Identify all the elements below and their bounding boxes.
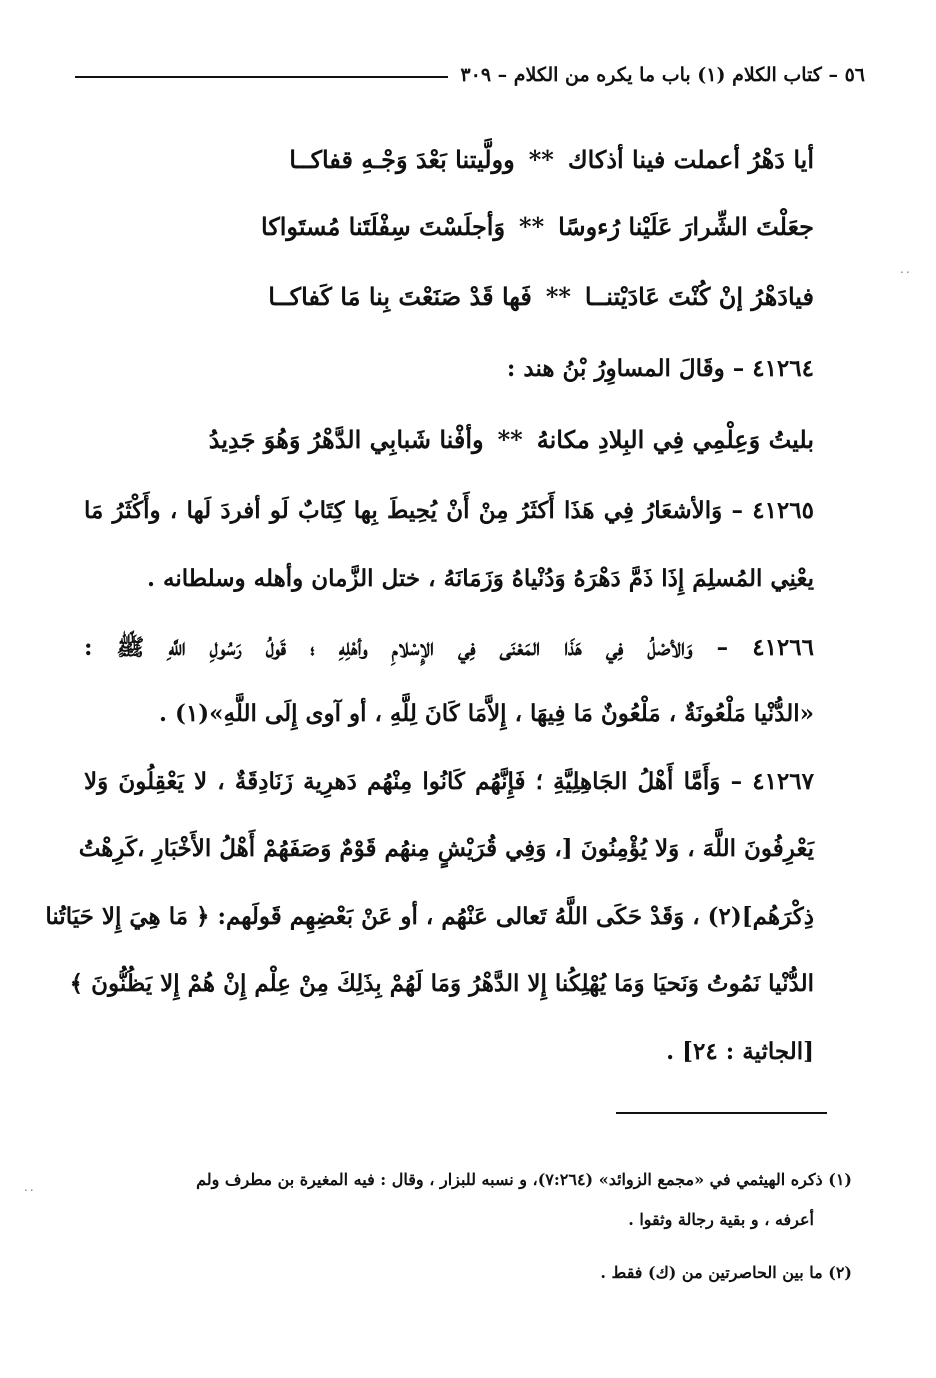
- verse-second-hemistich: وَأجلَسْتَ سِفْلَتَنا مُستَواكا: [261, 212, 506, 241]
- verse-line: [174, 282, 814, 311]
- paragraph-4264: ٤١٢٦٤ – وقَالَ المساوِرُ بْنُ هند :: [506, 355, 814, 382]
- header-rule: [75, 76, 448, 78]
- verse-second-hemistich: وأفْنا شَبابِي الدَّهْرُ وَهُوَ جَدِيدُ: [208, 425, 484, 454]
- footnote-1-line: (١) ذكره الهيثمي في «مجمع الزوائد» (٧:٢٦٤)، و نسبه للبزار ، وقال : فيه المغيرة بن مطرف ولم: [196, 1170, 852, 1189]
- paragraph-4267-line: ذِكْرَهُم](٢) ، وَقَدْ حَكَى اللَّهُ تَعالى عَنْهُم ، أو عَنْ بَعْضِهِم قَولَهم: ﴿ مَا هِيَ إِلا حَيَاتُنا: [45, 903, 814, 930]
- running-header: [75, 64, 865, 86]
- paragraph-4267-line: ٤١٢٦٧ – وَأَمَّا أَهْلُ الجَاهِلِيَّةِ ؛ فَإِنَّهُم كَانُوا مِنْهُم دَهرِية زَنَادِقَةٌ ، لا يَعْقِلُونَ وَلا: [84, 768, 814, 795]
- scan-speckle: ..: [24, 1180, 36, 1194]
- verse-separator: **: [528, 145, 554, 174]
- verse-separator: **: [497, 425, 523, 454]
- paragraph-4266-line: ٤١٢٦٦ – وَالأصْلُ فِي هَذَا المَعْنَى فِي الإِسْلامِ وأهْلِهِ ؛ قَولُ رَسُولِ اللَّهِ ﷺ :: [84, 634, 814, 661]
- verse-first-hemistich: أيا دَهْرُ أعملت فينا أذكاك: [567, 145, 814, 174]
- paragraph-4267-line: يَعْرِفُونَ اللَّهَ ، وَلا يُؤْمِنُونَ [، وَفِي قُرَيْشٍ مِنهُم قَوْمٌ وَصَفَهُمْ أَهْلُ الأَخْبَارِ ،كَرِهْتُ: [78, 835, 814, 862]
- paragraph-4265-line: ٤١٢٦٥ – وَالأشعَارُ فِي هَذَا أَكثَرُ مِنْ أَنْ يُحِيطَ بِها كِتَابٌ لَو أفردَ لَها ، وأَكْثَرُ مَا: [84, 497, 814, 524]
- verse-second-hemistich: وولَّيتنا بَعْدَ وَجْـهِ قفاكــا: [289, 145, 515, 174]
- verse-first-hemistich: جعَلْتَ الشِّرارَ عَلَيْنا رُءوسًا: [558, 212, 814, 241]
- verse-first-hemistich: بليتُ وَعِلْمِي فِي البِلادِ مكانهُ: [536, 425, 814, 454]
- footnote-1-line: أعرفه ، و بقية رجالة وثقوا .: [628, 1210, 814, 1229]
- footnote-rule: [616, 1112, 827, 1114]
- paragraph-4266-line: «الدُّنْيا مَلْعُونَةٌ ، مَلْعُونٌ مَا فِيهَا ، إِلاَّمَا كَانَ لِلَّهِ ، أو آوى إِلَى اللَّهِ»(١) .: [159, 700, 814, 727]
- verse-separator: **: [519, 212, 545, 241]
- verse-second-hemistich: فَها قَدْ صَنَعْتَ بِنا مَا كَفاكــا: [268, 282, 532, 311]
- paragraph-4265-line: يعْنِي المُسلِمَ إِذَا ذَمَّ دَهْرَهُ وَدُنْياهُ وَزَمَانَهُ ، ختل الزَّمان وأهله وسلطانه .: [147, 565, 814, 592]
- verse-line: [114, 425, 814, 454]
- verse-first-hemistich: فيادَهْرُ إنْ كُنْتَ عَادَيْتنــا: [584, 282, 814, 311]
- paragraph-4267-line: [الجاثية : ٢٤] .: [666, 1038, 814, 1065]
- footnote-2: (٢) ما بين الحاصرتين من (ك) فقط .: [600, 1263, 852, 1282]
- running-title: ٥٦ – كتاب الكلام (١) باب ما يكره من الكلام – ٣٠٩: [460, 64, 865, 86]
- verse-line: [174, 145, 814, 174]
- verse-line: [174, 212, 814, 241]
- scan-speckle: ..: [900, 262, 912, 276]
- verse-separator: **: [545, 282, 571, 311]
- paragraph-4267-line: الدُّنْيا نَمُوتُ وَنَحيَا وَمَا يُهْلِكُنا إِلا الدَّهْرُ وَمَا لَهُمْ بِذَلِكَ مِنْ عِلْم إِنْ هُمْ إِلا يَظُنُّونَ ﴾: [69, 970, 814, 997]
